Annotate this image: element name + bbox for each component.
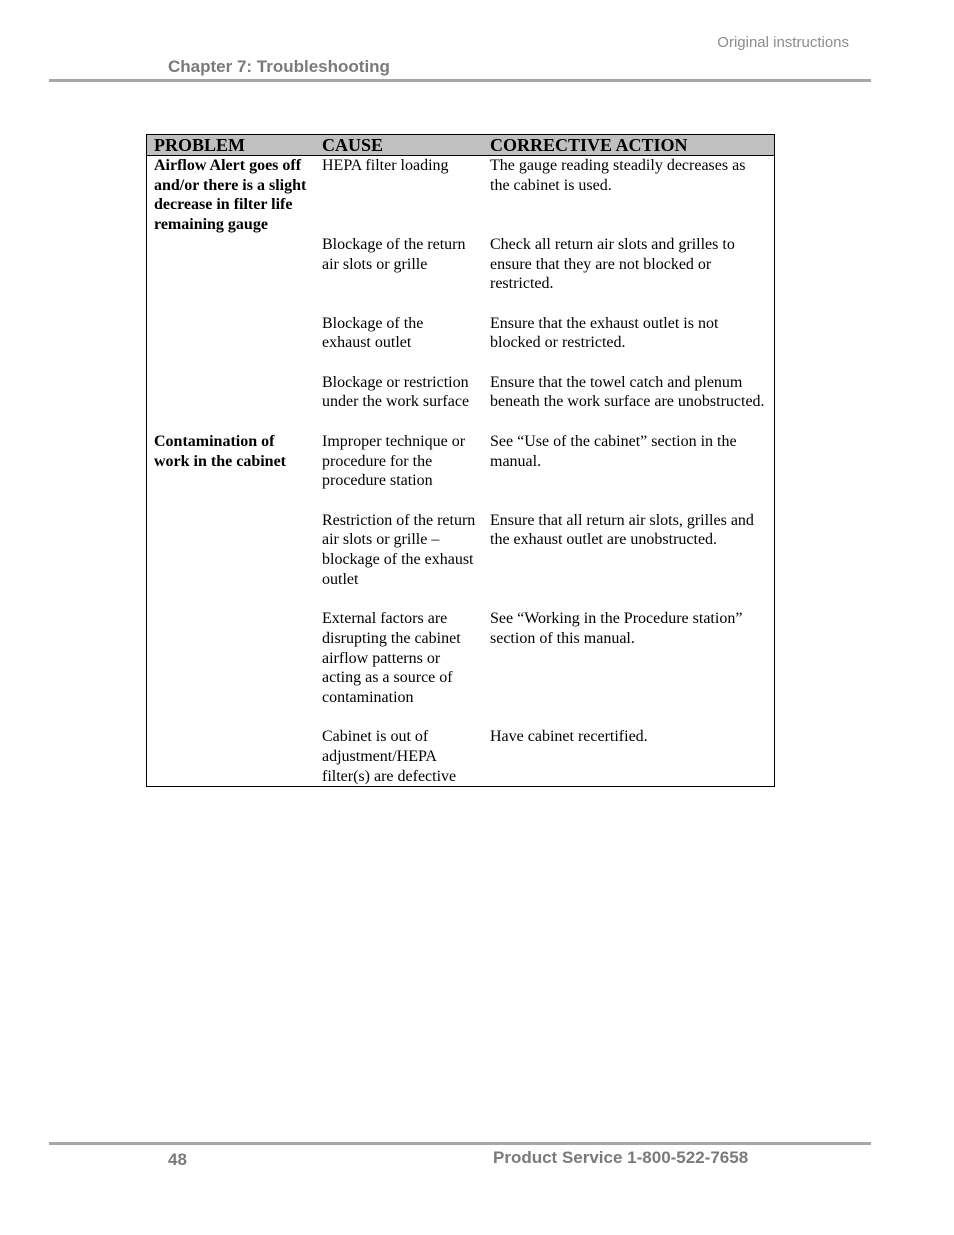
action-cell: Ensure that the towel catch and plenum beneath the work surface are unobstructed. [490, 373, 765, 411]
problem-cell: Contamination of work in the cabinet [154, 432, 286, 470]
table-row [147, 156, 775, 235]
footer-divider [49, 1142, 871, 1145]
cause-cell: Restriction of the return air slots or grille – blockage of the exhaust outlet [322, 511, 476, 588]
original-instructions-label: Original instructions [717, 34, 849, 51]
action-cell: Have cabinet recertified. [490, 728, 648, 746]
troubleshooting-table [146, 134, 775, 787]
column-header-cause: CAUSE [315, 135, 483, 156]
table-row [147, 432, 775, 511]
product-service-phone: Product Service 1-800-522-7658 [493, 1148, 749, 1167]
cause-cell: Blockage of the exhaust outlet [322, 314, 424, 352]
page-number: 48 [168, 1150, 187, 1169]
problem-cell [147, 609, 316, 727]
action-cell: Check all return air slots and grilles to ensure that they are not blocked or restricted. [490, 235, 735, 293]
chapter-title: Chapter 7: Troubleshooting [168, 57, 390, 76]
problem-cell [147, 373, 316, 432]
column-header-corrective-action: CORRECTIVE ACTION [483, 135, 775, 156]
table-row [147, 235, 775, 314]
cause-cell: Cabinet is out of adjustment/HEPA filter(s) are defective [322, 728, 457, 785]
problem-cell [147, 235, 316, 314]
header-divider [49, 79, 871, 82]
action-cell: Ensure that the exhaust outlet is not blocked or restricted. [490, 314, 719, 352]
table-row [147, 511, 775, 610]
action-cell: See “Use of the cabinet” section in the manual. [490, 432, 737, 470]
problem-cell [147, 727, 316, 787]
cause-cell: Blockage or restriction under the work surface [322, 373, 470, 411]
table-row [147, 727, 775, 787]
problem-cell [147, 511, 316, 610]
cause-cell: Improper technique or procedure for the procedure station [322, 432, 466, 490]
cause-cell: HEPA filter loading [322, 157, 449, 174]
table-row [147, 373, 775, 432]
cause-cell: Blockage of the return air slots or grille [322, 235, 466, 273]
action-cell: Ensure that all return air slots, grilles and the exhaust outlet are unobstructed. [490, 511, 754, 549]
table-header-row [147, 135, 775, 156]
problem-cell: Airflow Alert goes off and/or there is a slight decrease in filter life remaining gauge [154, 157, 307, 234]
table-row [147, 609, 775, 727]
column-header-problem: PROBLEM [147, 135, 316, 156]
problem-cell [147, 314, 316, 373]
action-cell: The gauge reading steadily decreases as the cabinet is used. [490, 157, 746, 194]
action-cell: See “Working in the Procedure station” section of this manual. [490, 610, 743, 647]
table-row [147, 314, 775, 373]
cause-cell: External factors are disrupting the cabinet airflow patterns or acting as a source of contamination [322, 610, 461, 706]
